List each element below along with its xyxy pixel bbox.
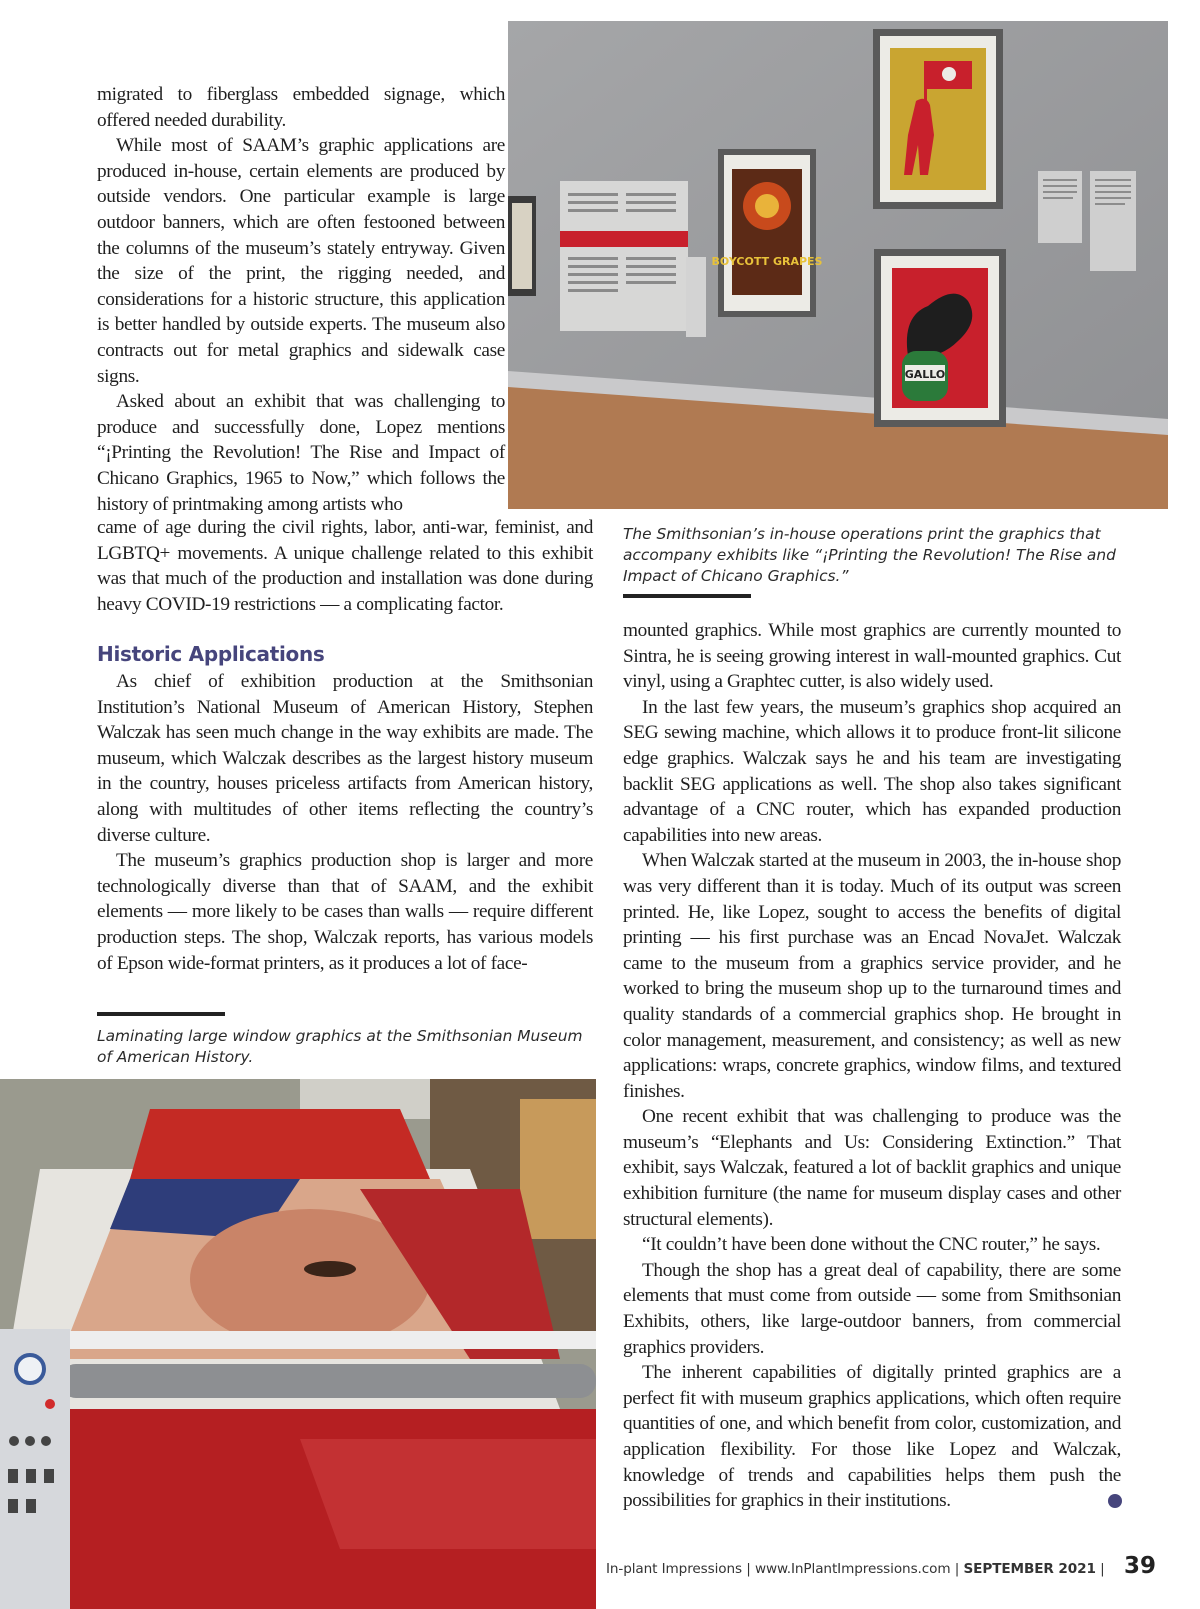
- gallery-photo-caption: The Smithsonian’s in-house operations print the graphics that accompany exhibits like “¡Printing the Revolution! The Rise and Impact of Chicano Graphics.”: [623, 525, 1116, 585]
- caption-rule-top: [623, 594, 751, 598]
- footer-text: In-plant Impressions | www.InPlantImpressions.com | SEPTEMBER 2021 |: [606, 1561, 1105, 1577]
- paragraph: While most of SAAM’s graphic applications are produced in-house, certain elements are produced by outside vendors. One particular example is large outdoor banners, which are often festooned between the columns of the museum’s stately entryway. Given the size of the print, the rigging needed, and considerations for a historic structure, this application is better handled by outside experts. The museum also contracts out for metal graphics and sidewalk case signs.: [97, 135, 505, 387]
- paragraph: came of age during the civil rights, labor, anti-war, feminist, and LGBTQ+ movements. A unique challenge related to this exhibit was that much of the production and installation was done during heavy COVID-19 restrictions — a complicating factor.: [97, 517, 593, 615]
- boycott-poster-text: BOYCOTT GRAPES: [711, 255, 823, 268]
- left-column-bottom-text: [97, 669, 593, 976]
- footer-issue: SEPTEMBER 2021: [963, 1561, 1096, 1577]
- paragraph: “It couldn’t have been done without the CNC router,” he says.: [642, 1234, 1101, 1256]
- page-footer: [606, 1553, 1166, 1583]
- paragraph: As chief of exhibition production at the Smithsonian Institution’s National Museum of American History, Stephen Walczak has seen much change in the way exhibits are made. The museum, which Walczak describes as the largest history museum in the country, houses priceless artifacts from American history, along with multitudes of other items reflecting the country’s diverse culture.: [97, 671, 593, 846]
- paragraph: When Walczak started at the museum in 2003, the in-house shop was very different than it is today. Much of its output was screen printed. He, like Lopez, sought to access the benefits of digital printing — his first purchase was an Encad NovaJet. Walczak came to the museum from a graphics service provider, and he worked to bring the museum shop up to the turnaround times and quality standards of a commercial graphics shop. He brought in color management, measurement, and consistency; as well as new applications: wraps, concrete graphics, window films, and textured finishes.: [623, 850, 1121, 1102]
- paragraph: Though the shop has a great deal of capability, there are some elements that must come from outside — some from Smithsonian Exhibits, others, like large-outdoor banners, from commercial graphics providers.: [623, 1259, 1121, 1358]
- exhibit-panel-red-band: [560, 231, 688, 247]
- paragraph: One recent exhibit that was challenging to produce was the museum’s “Elephants and Us: Considering Extinction.” That exhibit, says Walczak, featured a lot of backlit graphics and unique exhibition furniture (the name for museum display cases and other structural elements).: [623, 1106, 1121, 1230]
- laminator-roller-top: [0, 1331, 596, 1349]
- laminator-photo: [0, 1079, 596, 1609]
- footer-website: www.InPlantImpressions.com: [754, 1561, 951, 1577]
- laminator-roller-gray: [60, 1364, 596, 1398]
- paragraph: mounted graphics. While most graphics are currently mounted to Sintra, he is seeing growing interest in wall-mounted graphics. Cut vinyl, using a Graphtec cutter, is also widely used.: [623, 620, 1121, 693]
- paragraph: migrated to fiberglass embedded signage, which offered needed durability.: [97, 84, 505, 131]
- footer-publication: In-plant Impressions: [606, 1561, 743, 1577]
- red-print-sheet: [130, 1109, 430, 1179]
- left-column-top-text: [97, 82, 505, 517]
- section-subhead: Historic Applications: [97, 642, 325, 666]
- gallery-photo-illustration: [508, 21, 1168, 509]
- paragraph: The museum’s graphics production shop is larger and more technologically diverse than that of SAAM, and the exhibit elements — more likely to be cases than walls — require different production steps. The shop, Walczak reports, has various models of Epson wide-format printers, as it produces a lot of face-: [97, 850, 593, 974]
- right-column-text: [623, 618, 1121, 1514]
- laminator-photo-caption: Laminating large window graphics at the Smithsonian Museum of American History.: [97, 1027, 583, 1066]
- caption-rule-bottom: [97, 1012, 225, 1016]
- gallo-poster-text: GALLO: [904, 368, 946, 381]
- paragraph: In the last few years, the museum’s graphics shop acquired an SEG sewing machine, which allows it to produce front-lit silicone edge graphics. Walczak says he and his team are investigating backlit SEG applications as well. The shop also takes significant advantage of a CNC router, which has expanded production capabilities into new areas.: [623, 696, 1121, 846]
- gallery-photo: [508, 21, 1168, 509]
- article-end-dot: [1108, 1494, 1122, 1508]
- laminator-photo-illustration: [0, 1079, 596, 1609]
- paragraph: The inherent capabilities of digitally printed graphics are a perfect fit with museum graphics applications, which often require quantities of one, and which benefit from color, customization, and application flexibility. For those like Lopez and Walczak, knowledge of trends and capabilities helps them push the possibilities for graphics in their institutions.: [623, 1362, 1121, 1512]
- page-number: 39: [1123, 1553, 1156, 1579]
- paragraph: Asked about an exhibit that was challenging to produce and successfully done, Lopez mentions “¡Printing the Revolution! The Rise and Impact of Chicano Graphics, 1965 to Now,” which follows the history of printmaking among artists who: [97, 391, 505, 515]
- left-column-wide-text: [97, 515, 593, 617]
